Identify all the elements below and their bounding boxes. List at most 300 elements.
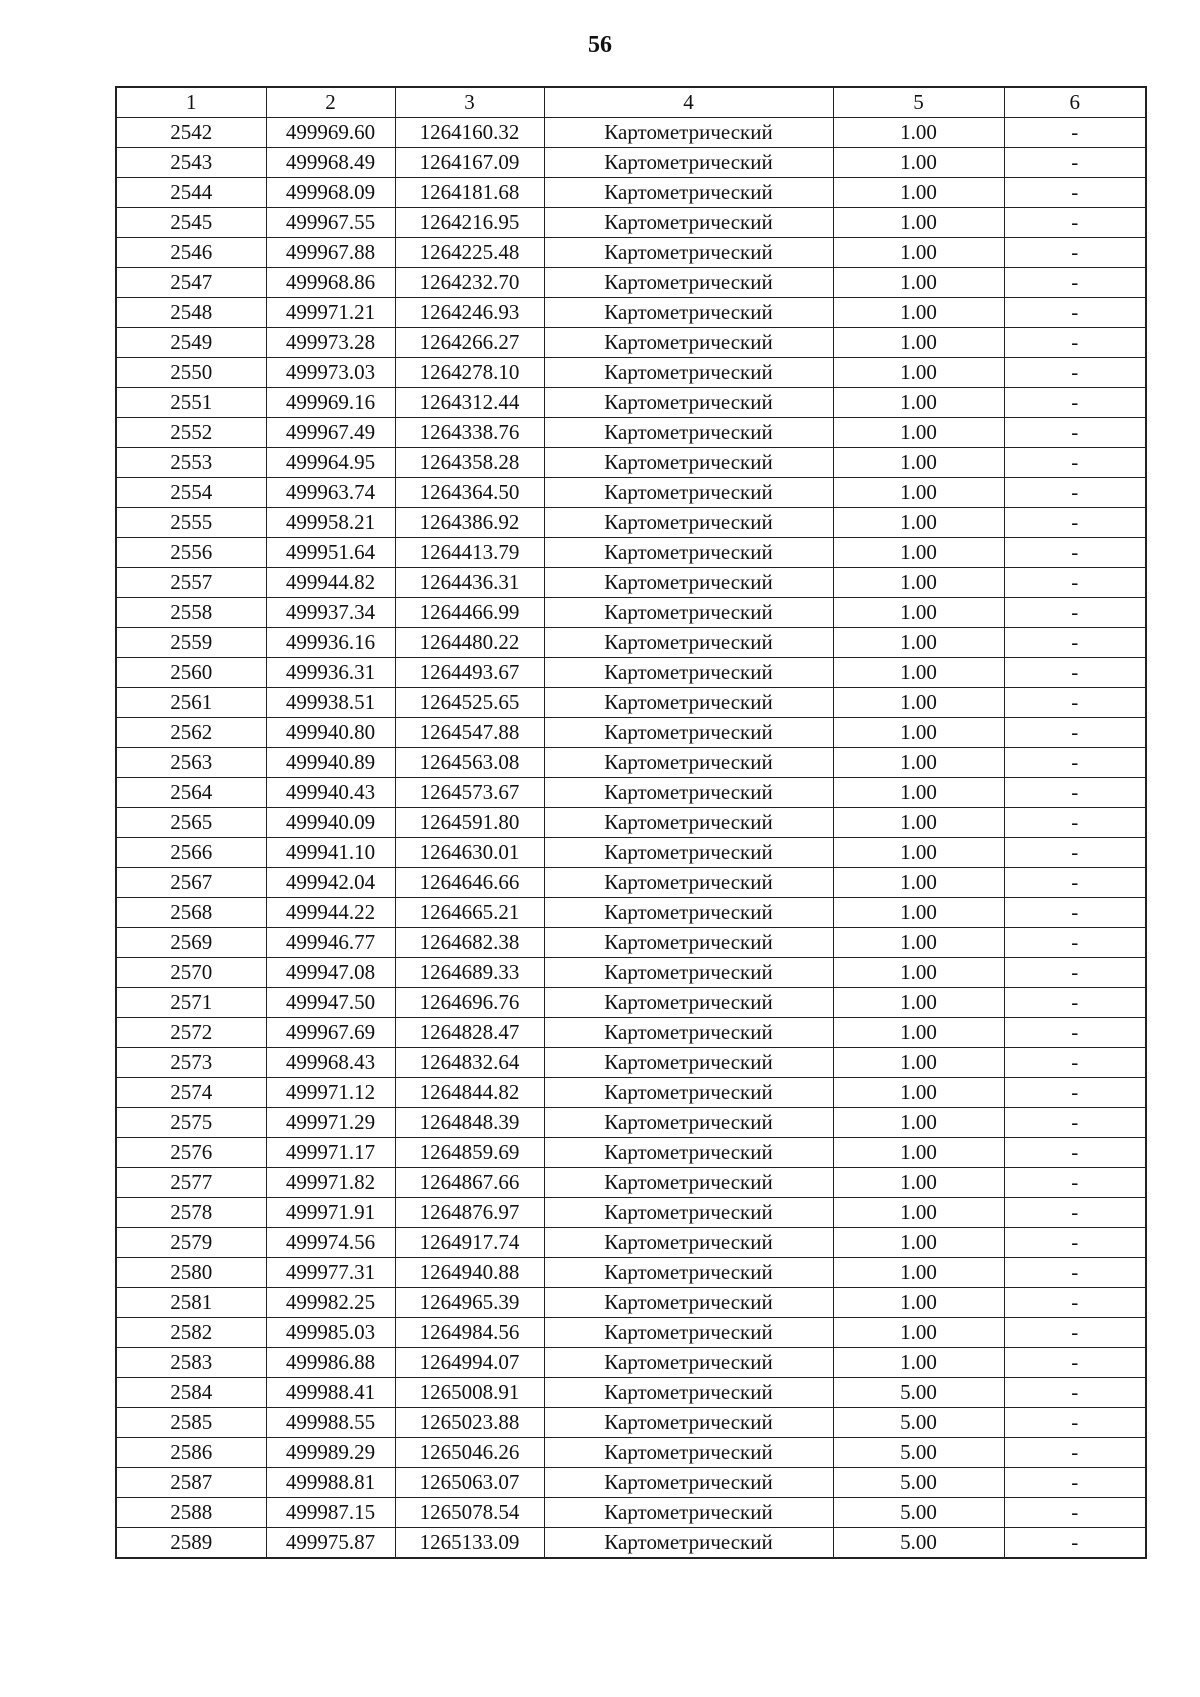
cell-point-number: 2580 [116,1258,266,1288]
header-cell: 5 [833,87,1004,118]
cell-accuracy: 5.00 [833,1528,1004,1559]
cell-coord-y: 1264413.79 [395,538,544,568]
table-row [116,1138,1146,1168]
cell-method: Картометрический [544,868,833,898]
cell-coord-y: 1264246.93 [395,298,544,328]
cell-coord-x: 499937.34 [266,598,395,628]
cell-coord-x: 499967.49 [266,418,395,448]
cell-coord-x: 499988.81 [266,1468,395,1498]
cell-description: - [1004,508,1146,538]
cell-coord-y: 1264338.76 [395,418,544,448]
table-row [116,1498,1146,1528]
cell-coord-y: 1265046.26 [395,1438,544,1468]
cell-description: - [1004,1378,1146,1408]
table-row [116,898,1146,928]
cell-description: - [1004,328,1146,358]
cell-description: - [1004,1498,1146,1528]
cell-method: Картометрический [544,628,833,658]
cell-coord-y: 1264160.32 [395,118,544,148]
cell-accuracy: 1.00 [833,658,1004,688]
cell-description: - [1004,1198,1146,1228]
cell-coord-y: 1264466.99 [395,598,544,628]
cell-coord-x: 499968.86 [266,268,395,298]
cell-coord-y: 1264563.08 [395,748,544,778]
cell-coord-y: 1264225.48 [395,238,544,268]
cell-point-number: 2550 [116,358,266,388]
cell-point-number: 2565 [116,808,266,838]
table-row [116,598,1146,628]
cell-coord-x: 499951.64 [266,538,395,568]
table-row [116,1078,1146,1108]
cell-method: Картометрический [544,1288,833,1318]
cell-coord-x: 499936.16 [266,628,395,658]
cell-description: - [1004,928,1146,958]
cell-description: - [1004,1438,1146,1468]
cell-coord-y: 1264358.28 [395,448,544,478]
cell-coord-x: 499958.21 [266,508,395,538]
cell-coord-y: 1264547.88 [395,718,544,748]
cell-coord-y: 1264832.64 [395,1048,544,1078]
cell-point-number: 2562 [116,718,266,748]
table-row [116,1318,1146,1348]
cell-point-number: 2558 [116,598,266,628]
cell-coord-x: 499975.87 [266,1528,395,1559]
cell-method: Картометрический [544,478,833,508]
cell-coord-x: 499938.51 [266,688,395,718]
cell-accuracy: 1.00 [833,1168,1004,1198]
cell-method: Картометрический [544,568,833,598]
cell-description: - [1004,1018,1146,1048]
cell-method: Картометрический [544,928,833,958]
cell-method: Картометрический [544,808,833,838]
cell-method: Картометрический [544,838,833,868]
cell-description: - [1004,1408,1146,1438]
table-row [116,1198,1146,1228]
table-row [116,1378,1146,1408]
table-row [116,388,1146,418]
cell-coord-x: 499969.60 [266,118,395,148]
cell-point-number: 2557 [116,568,266,598]
cell-description: - [1004,1288,1146,1318]
cell-coord-y: 1264844.82 [395,1078,544,1108]
cell-coord-x: 499947.08 [266,958,395,988]
cell-coord-x: 499940.89 [266,748,395,778]
cell-point-number: 2589 [116,1528,266,1559]
cell-point-number: 2564 [116,778,266,808]
cell-method: Картометрический [544,598,833,628]
table-row [116,178,1146,208]
cell-point-number: 2548 [116,298,266,328]
cell-coord-x: 499964.95 [266,448,395,478]
cell-method: Картометрический [544,1018,833,1048]
cell-description: - [1004,148,1146,178]
header-cell: 3 [395,87,544,118]
cell-description: - [1004,838,1146,868]
cell-coord-y: 1264682.38 [395,928,544,958]
cell-accuracy: 1.00 [833,1138,1004,1168]
cell-accuracy: 1.00 [833,868,1004,898]
header-cell: 1 [116,87,266,118]
cell-coord-y: 1264278.10 [395,358,544,388]
cell-method: Картометрический [544,508,833,538]
table-row [116,868,1146,898]
cell-description: - [1004,778,1146,808]
cell-point-number: 2575 [116,1108,266,1138]
cell-coord-y: 1264232.70 [395,268,544,298]
cell-coord-y: 1265008.91 [395,1378,544,1408]
cell-coord-x: 499971.12 [266,1078,395,1108]
cell-description: - [1004,178,1146,208]
cell-coord-y: 1264436.31 [395,568,544,598]
cell-method: Картометрический [544,1078,833,1108]
cell-accuracy: 1.00 [833,1198,1004,1228]
cell-method: Картометрический [544,778,833,808]
cell-coord-y: 1264364.50 [395,478,544,508]
cell-point-number: 2563 [116,748,266,778]
cell-method: Картометрический [544,898,833,928]
cell-method: Картометрический [544,1258,833,1288]
cell-point-number: 2584 [116,1378,266,1408]
cell-method: Картометрический [544,268,833,298]
table-row [116,1258,1146,1288]
cell-coord-x: 499963.74 [266,478,395,508]
cell-coord-x: 499942.04 [266,868,395,898]
cell-method: Картометрический [544,238,833,268]
cell-point-number: 2543 [116,148,266,178]
cell-method: Картометрический [544,1228,833,1258]
cell-accuracy: 1.00 [833,1348,1004,1378]
cell-method: Картометрический [544,1318,833,1348]
table-header [116,87,1146,118]
cell-accuracy: 5.00 [833,1468,1004,1498]
cell-coord-y: 1264480.22 [395,628,544,658]
cell-point-number: 2573 [116,1048,266,1078]
table-row [116,1228,1146,1258]
cell-coord-x: 499971.82 [266,1168,395,1198]
cell-accuracy: 1.00 [833,508,1004,538]
cell-accuracy: 5.00 [833,1408,1004,1438]
cell-description: - [1004,898,1146,928]
cell-description: - [1004,238,1146,268]
table-row [116,1288,1146,1318]
cell-accuracy: 1.00 [833,778,1004,808]
table-row [116,988,1146,1018]
cell-description: - [1004,1108,1146,1138]
cell-method: Картометрический [544,1438,833,1468]
cell-coord-y: 1264573.67 [395,778,544,808]
table-row [116,148,1146,178]
cell-coord-x: 499982.25 [266,1288,395,1318]
cell-coord-y: 1264312.44 [395,388,544,418]
cell-point-number: 2545 [116,208,266,238]
table-row [116,748,1146,778]
cell-accuracy: 1.00 [833,928,1004,958]
cell-accuracy: 1.00 [833,688,1004,718]
cell-accuracy: 1.00 [833,1318,1004,1348]
page-number: 56 [588,32,612,58]
cell-method: Картометрический [544,1048,833,1078]
cell-description: - [1004,1138,1146,1168]
cell-coord-y: 1264266.27 [395,328,544,358]
cell-description: - [1004,988,1146,1018]
cell-accuracy: 1.00 [833,148,1004,178]
cell-description: - [1004,208,1146,238]
table-row [116,328,1146,358]
cell-method: Картометрический [544,418,833,448]
cell-point-number: 2571 [116,988,266,1018]
cell-accuracy: 1.00 [833,1108,1004,1138]
cell-method: Картометрический [544,1378,833,1408]
cell-description: - [1004,688,1146,718]
cell-point-number: 2553 [116,448,266,478]
cell-accuracy: 5.00 [833,1438,1004,1468]
cell-method: Картометрический [544,118,833,148]
cell-accuracy: 1.00 [833,1018,1004,1048]
cell-coord-y: 1265133.09 [395,1528,544,1559]
cell-coord-x: 499968.49 [266,148,395,178]
cell-accuracy: 5.00 [833,1498,1004,1528]
table-row [116,268,1146,298]
cell-accuracy: 1.00 [833,838,1004,868]
cell-accuracy: 1.00 [833,568,1004,598]
cell-coord-x: 499974.56 [266,1228,395,1258]
table-row [116,778,1146,808]
cell-accuracy: 1.00 [833,268,1004,298]
cell-point-number: 2555 [116,508,266,538]
cell-description: - [1004,478,1146,508]
cell-coord-y: 1264867.66 [395,1168,544,1198]
cell-coord-y: 1264591.80 [395,808,544,838]
cell-description: - [1004,568,1146,598]
cell-point-number: 2566 [116,838,266,868]
cell-method: Картометрический [544,1168,833,1198]
cell-accuracy: 1.00 [833,988,1004,1018]
cell-accuracy: 1.00 [833,1048,1004,1078]
cell-accuracy: 1.00 [833,538,1004,568]
cell-coord-y: 1264940.88 [395,1258,544,1288]
cell-coord-x: 499947.50 [266,988,395,1018]
cell-accuracy: 1.00 [833,298,1004,328]
cell-coord-x: 499940.43 [266,778,395,808]
cell-coord-x: 499971.91 [266,1198,395,1228]
header-cell: 6 [1004,87,1146,118]
cell-method: Картометрический [544,1198,833,1228]
cell-coord-y: 1264917.74 [395,1228,544,1258]
cell-accuracy: 1.00 [833,958,1004,988]
cell-coord-y: 1265063.07 [395,1468,544,1498]
cell-description: - [1004,658,1146,688]
cell-point-number: 2554 [116,478,266,508]
cell-accuracy: 1.00 [833,808,1004,838]
cell-point-number: 2578 [116,1198,266,1228]
cell-coord-x: 499969.16 [266,388,395,418]
coordinates-table [115,86,1147,1559]
cell-point-number: 2587 [116,1468,266,1498]
cell-accuracy: 5.00 [833,1378,1004,1408]
cell-coord-y: 1264216.95 [395,208,544,238]
cell-accuracy: 1.00 [833,628,1004,658]
cell-accuracy: 1.00 [833,358,1004,388]
cell-point-number: 2561 [116,688,266,718]
table-row [116,208,1146,238]
cell-description: - [1004,1528,1146,1559]
cell-description: - [1004,118,1146,148]
cell-coord-y: 1264828.47 [395,1018,544,1048]
cell-point-number: 2559 [116,628,266,658]
table-row [116,1528,1146,1559]
table-row [116,718,1146,748]
cell-method: Картометрический [544,448,833,478]
cell-point-number: 2569 [116,928,266,958]
cell-point-number: 2581 [116,1288,266,1318]
cell-method: Картометрический [544,298,833,328]
cell-point-number: 2551 [116,388,266,418]
cell-coord-x: 499967.88 [266,238,395,268]
cell-coord-y: 1264848.39 [395,1108,544,1138]
cell-point-number: 2577 [116,1168,266,1198]
cell-point-number: 2542 [116,118,266,148]
cell-accuracy: 1.00 [833,208,1004,238]
cell-method: Картометрический [544,688,833,718]
cell-method: Картометрический [544,1108,833,1138]
cell-point-number: 2568 [116,898,266,928]
table-row [116,928,1146,958]
cell-method: Картометрический [544,988,833,1018]
cell-description: - [1004,808,1146,838]
table-row [116,1108,1146,1138]
cell-method: Картометрический [544,718,833,748]
cell-description: - [1004,268,1146,298]
cell-accuracy: 1.00 [833,1078,1004,1108]
cell-description: - [1004,298,1146,328]
cell-point-number: 2582 [116,1318,266,1348]
cell-coord-y: 1264984.56 [395,1318,544,1348]
cell-method: Картометрический [544,1468,833,1498]
cell-point-number: 2585 [116,1408,266,1438]
cell-point-number: 2586 [116,1438,266,1468]
table-row [116,1348,1146,1378]
cell-accuracy: 1.00 [833,478,1004,508]
cell-coord-x: 499988.55 [266,1408,395,1438]
cell-method: Картометрический [544,1138,833,1168]
cell-accuracy: 1.00 [833,718,1004,748]
cell-description: - [1004,418,1146,448]
cell-coord-x: 499986.88 [266,1348,395,1378]
cell-coord-x: 499987.15 [266,1498,395,1528]
table-row [116,958,1146,988]
cell-point-number: 2583 [116,1348,266,1378]
cell-method: Картометрический [544,658,833,688]
cell-coord-x: 499971.17 [266,1138,395,1168]
table-row [116,238,1146,268]
cell-coord-x: 499971.21 [266,298,395,328]
cell-description: - [1004,358,1146,388]
cell-method: Картометрический [544,748,833,778]
cell-coord-y: 1264630.01 [395,838,544,868]
cell-method: Картометрический [544,358,833,388]
cell-coord-y: 1264696.76 [395,988,544,1018]
table-row [116,1168,1146,1198]
cell-method: Картометрический [544,148,833,178]
cell-coord-x: 499968.09 [266,178,395,208]
cell-coord-y: 1265023.88 [395,1408,544,1438]
cell-method: Картометрический [544,388,833,418]
cell-description: - [1004,718,1146,748]
cell-coord-y: 1264646.66 [395,868,544,898]
table-row [116,358,1146,388]
cell-method: Картометрический [544,1528,833,1559]
table-row [116,1048,1146,1078]
cell-coord-y: 1264965.39 [395,1288,544,1318]
cell-coord-y: 1264525.65 [395,688,544,718]
table-row [116,478,1146,508]
cell-point-number: 2576 [116,1138,266,1168]
cell-point-number: 2579 [116,1228,266,1258]
cell-description: - [1004,388,1146,418]
cell-method: Картометрический [544,178,833,208]
cell-coord-x: 499973.03 [266,358,395,388]
table-row [116,568,1146,598]
cell-accuracy: 1.00 [833,1228,1004,1258]
cell-coord-y: 1264181.68 [395,178,544,208]
cell-method: Картометрический [544,208,833,238]
header-cell: 2 [266,87,395,118]
cell-method: Картометрический [544,538,833,568]
cell-coord-y: 1264689.33 [395,958,544,988]
cell-coord-x: 499989.29 [266,1438,395,1468]
cell-description: - [1004,958,1146,988]
cell-coord-x: 499988.41 [266,1378,395,1408]
cell-accuracy: 1.00 [833,748,1004,778]
cell-coord-x: 499985.03 [266,1318,395,1348]
cell-coord-x: 499941.10 [266,838,395,868]
cell-method: Картометрический [544,958,833,988]
cell-method: Картометрический [544,1408,833,1438]
cell-coord-x: 499940.09 [266,808,395,838]
cell-accuracy: 1.00 [833,898,1004,928]
header-cell: 4 [544,87,833,118]
cell-point-number: 2588 [116,1498,266,1528]
cell-coord-y: 1264665.21 [395,898,544,928]
cell-point-number: 2574 [116,1078,266,1108]
cell-point-number: 2552 [116,418,266,448]
cell-description: - [1004,1228,1146,1258]
cell-coord-y: 1264859.69 [395,1138,544,1168]
cell-description: - [1004,448,1146,478]
header-row [116,87,1146,118]
cell-accuracy: 1.00 [833,178,1004,208]
cell-description: - [1004,538,1146,568]
cell-accuracy: 1.00 [833,388,1004,418]
cell-description: - [1004,1078,1146,1108]
cell-coord-x: 499944.22 [266,898,395,928]
cell-method: Картометрический [544,328,833,358]
cell-description: - [1004,1048,1146,1078]
cell-accuracy: 1.00 [833,418,1004,448]
table-row [116,1438,1146,1468]
table-row [116,538,1146,568]
cell-point-number: 2572 [116,1018,266,1048]
table-row [116,1018,1146,1048]
cell-coord-y: 1264876.97 [395,1198,544,1228]
cell-description: - [1004,628,1146,658]
cell-description: - [1004,1168,1146,1198]
cell-coord-x: 499967.55 [266,208,395,238]
table-row [116,418,1146,448]
table-row [116,808,1146,838]
cell-coord-x: 499944.82 [266,568,395,598]
cell-coord-x: 499940.80 [266,718,395,748]
